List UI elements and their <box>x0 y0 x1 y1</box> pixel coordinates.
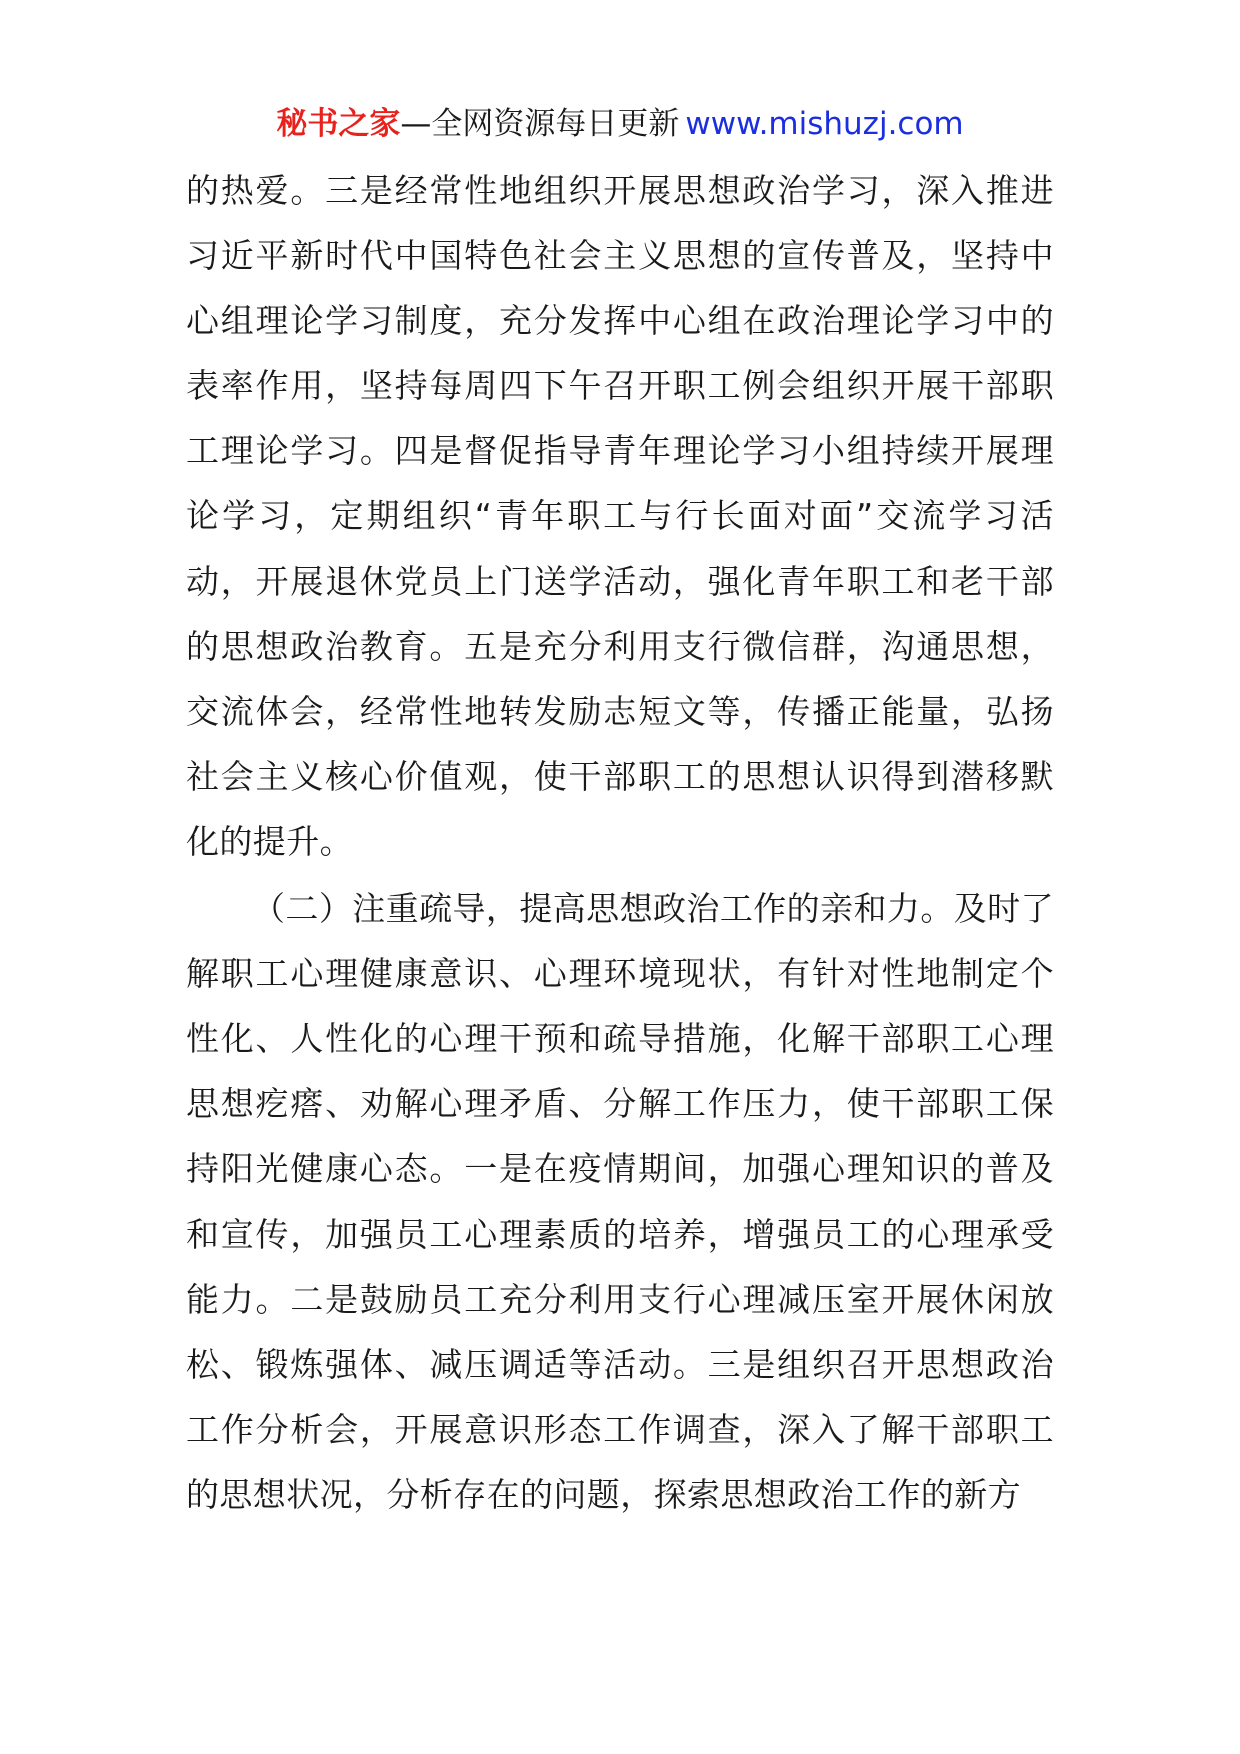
body-paragraph-section-2: （二）注重疏导，提高思想政治工作的亲和力。及时了解职工心理健康意识、心理环境现状，有针对性地制定个性化、人性化的心理干预和疏导措施，化解干部职工心理思想疙瘩、劝解心理矛盾、分解工作压力，使干部职工保持阳光健康心态。一是在疫情期间，加强心理知识的普及和宣传，加强员工心理素质的培养，增强员工的心理承受能力。二是鼓励员工充分利用支行心理减压室开展休闲放松、锻炼强体、减压调适等活动。三是组织召开思想政治工作分析会，开展意识形态工作调查，深入了解干部职工的思想状况，分析存在的问题，探索思想政治工作的新方 <box>186 889 1054 1514</box>
body-paragraph: 的热爱。三是经常性地组织开展思想政治学习，深入推进习近平新时代中国特色社会主义思想的宣传普及，坚持中心组理论学习制度，充分发挥中心组在政治理论学习中的表率作用，坚持每周四下午召开职工例会组织开展干部职工理论学习。四是督促指导青年理论学习小组持续开展理论学习，定期组织“青年职工与行长面对面”交流学习活动，开展退休党员上门送学活动，强化青年职工和老干部的思想政治教育。五是充分利用支行微信群，沟通思想，交流体会，经常性地转发励志短文等，传播正能量，弘扬社会主义核心价值观，使干部职工的思想认识得到潜移默化的提升。 <box>186 171 1054 861</box>
site-brand: 秘书之家 <box>276 106 401 142</box>
site-url-link[interactable]: www.mishuzj.com <box>685 106 964 142</box>
document-body <box>186 158 1054 1527</box>
site-tagline: —全网资源每日更新 <box>400 106 680 142</box>
page-header <box>0 104 1240 144</box>
